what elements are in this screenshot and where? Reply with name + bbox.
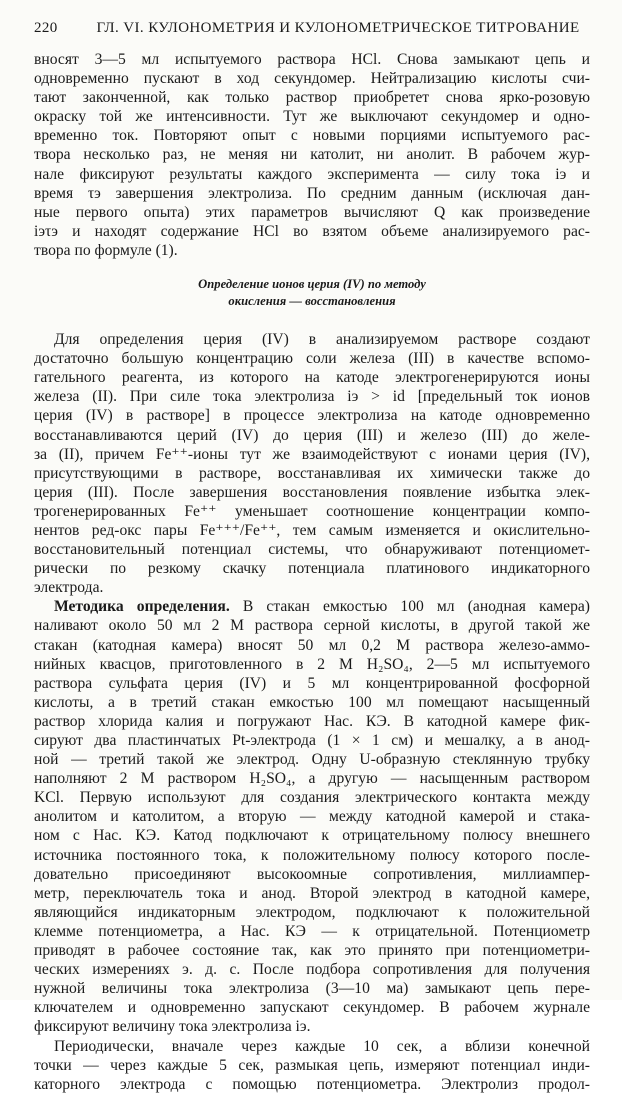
text-line: раствора сульфата церия (IV) и 5 мл концентрированной фосфорной (34, 674, 590, 692)
text-line: KCl. Первую используют для создания электрического контакта между (34, 789, 590, 807)
text-line: стакан (катодная камера) вносят 50 мл 0,2 M раствора железо-аммо- (34, 636, 590, 654)
text-line: трогенерированных Fe⁺⁺ уменьшает соотношение концентрации компо- (34, 502, 590, 520)
text-line: ном с Нас. КЭ. Катод подключают к отрицательному полюсу внешнего (34, 827, 590, 845)
text-line: довательно присоединяют высокоомные сопротивления, миллиампер- (34, 865, 590, 883)
text-line: восстанавливаются церий (IV) до церия (III) и железо (III) до желе- (34, 426, 590, 444)
text-line: Для определения церия (IV) в анализируемом растворе создают (54, 331, 590, 349)
text-line: источника постоянного тока, к положительному полюсу которого после- (34, 846, 590, 864)
text-line: восстановительный потенциал системы, что обнаруживают потенциомет- (34, 541, 590, 559)
text-line: ной — третий такой же электрод. Одну U-образную стеклянную трубку (34, 751, 590, 769)
text-line: наливают около 50 мл 2 M раствора серной кислоты, в другой такой же (34, 617, 590, 635)
paragraph-continuation (34, 50, 590, 260)
text-line: церия (III). После завершения восстановления появление избытка элек- (34, 483, 590, 501)
text-line: метр, переключатель тока и анод. Второй электрод в катодной камере, (34, 884, 590, 902)
method-lead-in: Методика определения. (54, 598, 230, 616)
text-line: фиксируют величину тока электролиза iэ. (34, 1018, 311, 1036)
text-line: железа (II). При силе тока электролиза iэ > id [предельный ток ионов (34, 388, 590, 406)
text-line: клемме потенциометра, а Нас. КЭ — к отрицательной. Потенциометр (34, 922, 590, 940)
text-line: рически по резкому скачку потенциала платинового индикаторного (34, 560, 590, 578)
text-line: окраску той же интенсивности. Тут же выключают секундомер и одно- (34, 108, 590, 126)
running-title: ГЛ. VI. КУЛОНОМЕТРИЯ И КУЛОНОМЕТРИЧЕСКОЕ ТИТРОВАНИЕ (96, 20, 580, 36)
paragraph-periodic (34, 1037, 590, 1094)
text-line: приводят в рабочее состояние так, как это принято при потенциометри- (34, 942, 590, 960)
text-line: точки — через каждые 5 сек, размыкая цепь, измеряют потенциал инди- (34, 1056, 590, 1074)
text-line: раствор хлорида калия и погружают Нас. КЭ. В катодной камере фик- (34, 712, 590, 730)
text-line: анолитом и католитом, а вторую — между катодной камерой и стака- (34, 808, 590, 826)
text-line (34, 597, 590, 616)
text-line: вносят 3—5 мл испытуемого раствора HCl. Снова замыкают цепь и (34, 51, 590, 68)
text-line: каторного электрода с помощью потенциометра. Электролиз продол- (34, 1075, 590, 1093)
text-line: нужной величины тока электролиза (3—10 ма) замыкают цепь пере- (34, 980, 590, 998)
text-line: достаточно большую концентрацию соли железа (III) в качестве вспомо- (34, 350, 590, 368)
text-line: ключателем и одновременно запускают секундомер. В рабочем журнале (34, 999, 590, 1017)
text-line: тают законченной, как только раствор приобретет снова ярко-розовую (34, 89, 590, 107)
page-number: 220 (34, 20, 58, 36)
page-header (34, 20, 594, 44)
text-line: наполняют 2 M раствором H₂SO₄, а другую — насыщенным раствором (34, 770, 590, 788)
text-line: являющийся индикаторным электродом, подключают к положительной (34, 903, 590, 921)
text-line: кислоты, а в третий стакан емкостью 100 мл помещают насыщенный (34, 693, 590, 711)
text-line: присутствующими в растворе, восстанавливая их химически также до (34, 464, 590, 482)
text-line: ные первого опыта) этих параметров вычисляют Q как произведение (34, 203, 590, 221)
text-line: время τэ завершения электролиза. По средним данным (исключая дан- (34, 184, 590, 202)
paragraph-method (34, 597, 590, 1036)
text-line: ческих измерениях э. д. с. После подбора сопротивления для получения (34, 961, 590, 979)
text-line: iэτэ и находят содержание HCl во взятом объеме анализируемого рас- (34, 222, 590, 240)
text-line: церия (IV) в растворе] в процессе электролиза на катоде одновременно (34, 407, 590, 425)
text-line: твора по формуле (1). (34, 241, 178, 259)
section-heading-line: окисления — восстановления (228, 294, 396, 309)
section-heading-line: Определение ионов церия (IV) по методу (198, 277, 426, 292)
page-content (34, 50, 590, 1094)
text-line: нентов ред-окс пары Fe⁺⁺⁺/Fe⁺⁺, тем самым изменяется и окислительно- (34, 521, 590, 539)
text-line: гательного реагента, из которого на катоде электрогенерируются ионы (34, 369, 590, 387)
method-first-line-rest: В стакан емкостью 100 мл (анодная камера) (229, 598, 590, 616)
text-line: временно ток. Повторяют опыт с новыми порциями испытуемого рас- (34, 127, 590, 145)
text-line: нийных квасцов, приготовленного в 2 M H₂SO₄, 2—5 мл испытуемого (34, 655, 590, 673)
text-line: Периодически, вначале через каждые 10 сек, а вблизи конечной (54, 1037, 590, 1055)
text-line: твора несколько раз, не меняя ни католит, ни анолит. В рабочем жур- (34, 146, 590, 164)
section-heading (34, 276, 590, 310)
text-line: сируют два пластинчатых Pt-электрода (1 × 1 см) и мешалку, а в анод- (34, 732, 590, 749)
text-line: одновременно пускают в ход секундомер. Нейтрализацию кислоты счи- (34, 70, 590, 88)
text-line: нале фиксируют результаты каждого эксперимента — силу тока iэ и (34, 165, 590, 183)
text-line: за (II), причем Fe⁺⁺-ионы тут же взаимодействуют с ионами церия (IV), (34, 445, 590, 463)
paragraph-cerium-intro (34, 330, 590, 597)
text-line: электрода. (34, 579, 104, 597)
